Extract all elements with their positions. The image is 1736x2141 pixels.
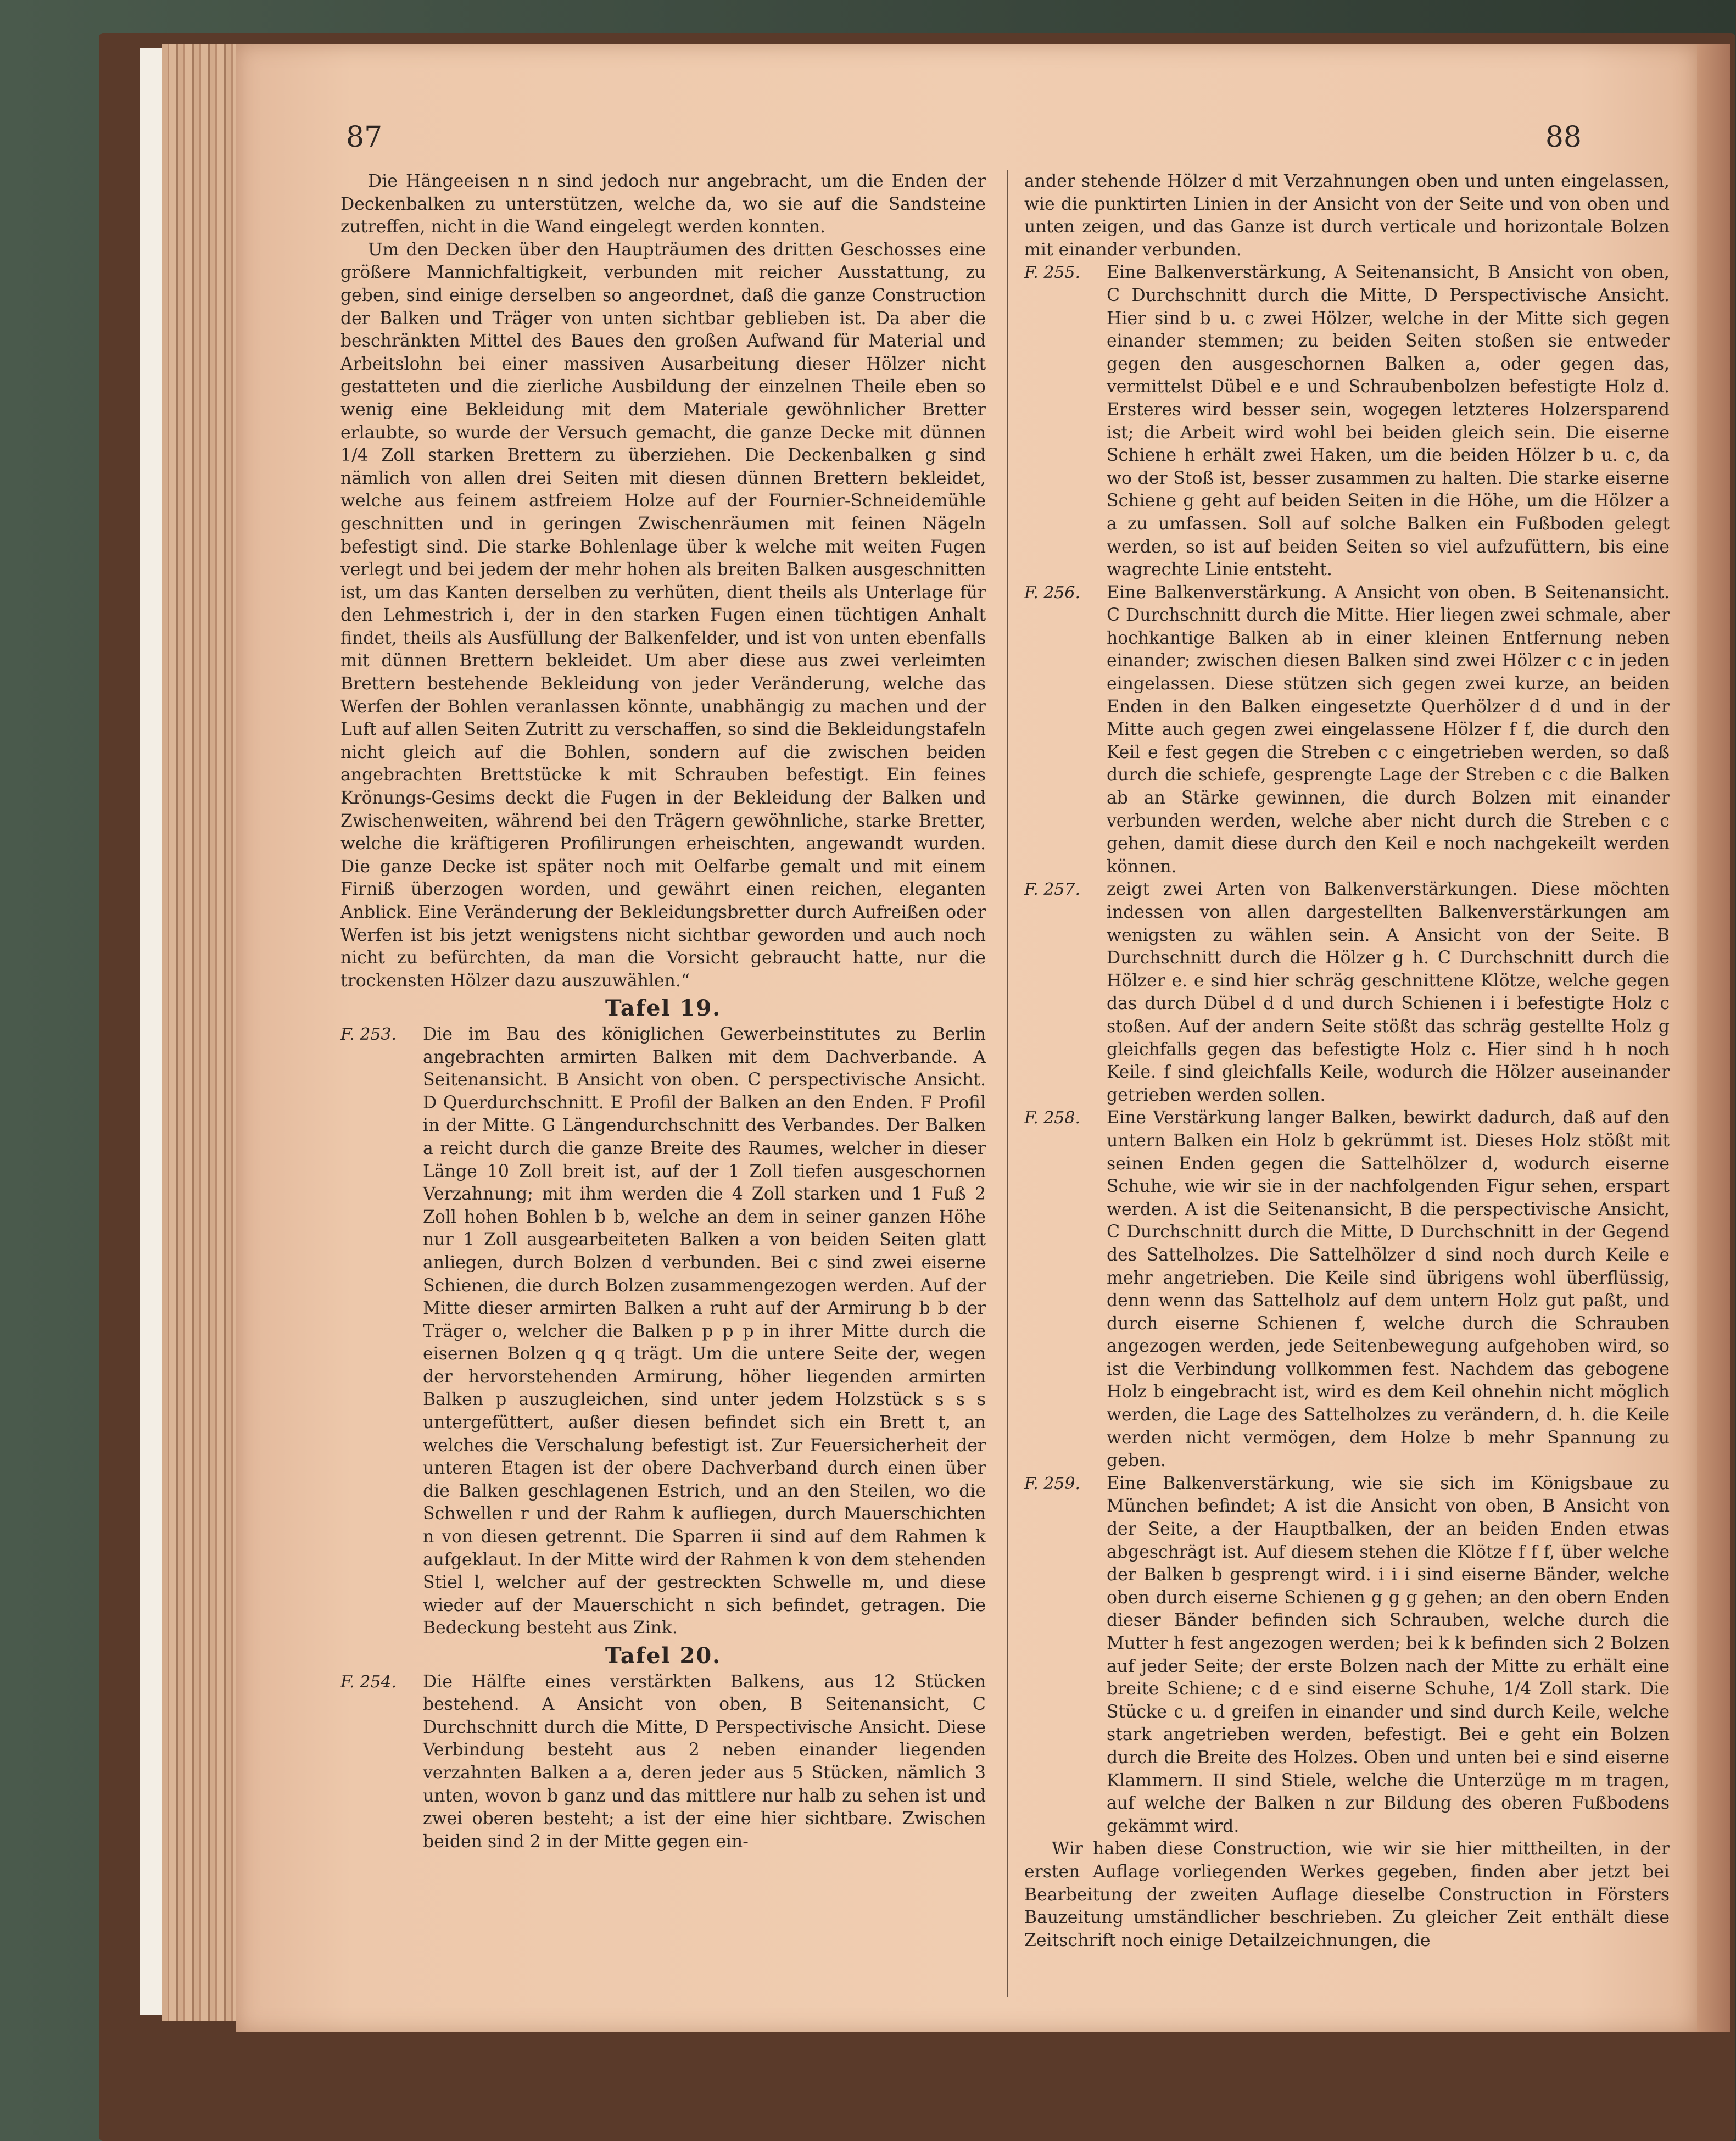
figure-label: F. 257. [1024, 880, 1081, 900]
paragraph: Um den Decken über den Haupträumen des dritten Geschosses eine größere Mannichfaltigkeit, verbunden mit reicher Ausstattung, zu geben, sind einige derselben so angeordnet, daß die ganze Construction der Balken und Träger von unten sichtbar geblieben ist. Da aber die beschränkten Mittel des Baues den großen Aufwand für Material und Arbeitslohn bei einer massiven Ausarbeitung dieser Hölzer nicht gestatteten und die zierliche Ausbildung der einzelnen Theile eben so wenig eine Bekleidung mit dem Materiale gewöhnlicher Bretter erlaubte, so wurde der Versuch gemacht, die ganze Decke mit dünnen 1/4 Zoll starken Brettern zu überziehen. Die Deckenbalken g sind nämlich von allen drei Seiten mit diesen dünnen Brettern bekleidet, welche aus feinem astfreiem Holze auf der Fournier-Schneidemühle geschnitten und in geringen Zwischenräumen mit feinen Nägeln befestigt sind. Die starke Bohlenlage über k welche mit weiten Fugen verlegt und bei jedem der mehr hohen als breiten Balken ausgeschnitten ist, um das Kanten derselben zu verhüten, dient theils als Unterlage für den Lehmestrich i, der in den starken Fugen einen tüchtigen Anhalt findet, theils als Ausfüllung der Balkenfelder, und ist von unten ebenfalls mit dünnen Brettern bekleidet. Um aber diese aus zwei verleimten Brettern bestehende Bekleidung von jeder Veränderung, welche das Werfen der Bohlen veranlassen könnte, unabhängig zu machen und der Luft auf allen Seiten Zutritt zu verschaffen, so sind die Bekleidungstafeln nicht gleich auf die Bohlen, sondern auf die zwischen beiden angebrachten Brettstücke k mit Schrauben befestigt. Ein feines Krönungs-Gesims deckt die Fugen in der Bekleidung der Balken und Zwischenweiten, während bei den Trägern gewöhnliche, starke Bretter, welche die kräftigeren Profilirungen erheischten, angewandt wurden. Die ganze Decke ist später noch mit Oelfarbe gemalt und mit einem Firniß überzogen worden, und gewährt einen reichen, eleganten Anblick. Eine Veränderung der Bekleidungsbretter durch Aufreißen oder Werfen ist bis jetzt wenigstens nicht sichtbar geworden und auch noch nicht zu befürchten, da man die Vorsicht gebraucht hatte, nur die trockensten Hölzer dazu auszuwählen.“ [340, 239, 986, 991]
figure-text: Eine Verstärkung langer Balken, bewirkt dadurch, daß auf den untern Balken ein Holz b gekrümmt ist. Dieses Holz stößt mit seinen Enden gegen die Sattelhölzer d, wodurch eiserne Schuhe, wie wir sie in der nachfolgenden Figur sehen, erspart werden. A ist die Seitenansicht, B die perspectivische Ansicht, C Durchschnitt durch die Mitte, D Durchschnitt in der Gegend des Sattelholzes. Die Sattelhölzer d sind noch durch Keile e mehr angetrieben. Die Keile sind übrigens wohl überflüssig, denn wenn das Sattelholz auf dem untern Holz gut paßt, und durch eiserne Schienen f, welche durch die Schrauben angezogen werden, jede Seitenbewegung aufgehoben wird, so ist die Verbindung vollkommen fest. Nachdem das gebogene Holz b eingebracht ist, wird es dem Keil ohnehin nicht möglich werden, die Lage des Sattelholzes zu verändern, d. h. die Keile werden nicht vermögen, dem Holze b mehr Spannung zu geben. [1107, 1108, 1670, 1471]
figure-entry-256 [1024, 582, 1670, 879]
figure-label: F. 259. [1024, 1474, 1081, 1493]
paragraph: ander stehende Hölzer d mit Verzahnungen oben und unten eingelassen, wie die punktirten Linien in der Ansicht von der Seite und von oben und unten zeigen, und das Ganze ist durch verticale und horizontale Bolzen mit einander verbunden. [1024, 171, 1670, 260]
paragraph: Wir haben diese Construction, wie wir sie hier mittheilten, in der ersten Auflage vorliegenden Werkes gegeben, finden aber jetzt bei Bearbeitung der zweiten Auflage dieselbe Construction in Försters Bauzeitung umständlicher beschrieben. Zu gleicher Zeit enthält diese Zeitschrift noch einige Detailzeichnungen, die [1024, 1839, 1670, 1950]
figure-text: Eine Balkenverstärkung. A Ansicht von oben. B Seitenansicht. C Durchschnitt durch die Mitte. Hier liegen zwei schmale, aber hochkantige Balken ab in einer kleinen Entfernung neben einander; zwischen diesen Balken sind zwei Hölzer c c in jeden eingelassen. Diese stützen sich gegen zwei kurze, an beiden Enden in den Balken eingesetzte Querhölzer d d und in der Mitte auch gegen zwei eingelassene Hölzer f f, die durch den Keil e fest gegen die Streben c c eingetrieben werden, so daß durch die schiefe, gesprengte Lage der Streben c c die Balken ab an Stärke gewinnen, die durch Bolzen mit einander verbunden werden, welche aber nicht durch die Streben c c gehen, damit diese durch den Keil e noch nachgekeilt werden können. [1107, 582, 1670, 877]
figure-text: Eine Balkenverstärkung, A Seitenansicht, B Ansicht von oben, C Durchschnitt durch die Mitte, D Perspectivische Ansicht. Hier sind b u. c zwei Hölzer, welche in der Mitte sich gegen einander stemmen; zu beiden Seiten stoßen sie entweder gegen den ausgeschornen Balken a, oder gegen das, vermittelst Dübel e e und Schraubenbolzen befestigte Holz d. Ersteres wird besser sein, wogegen letzteres Holzersparend ist; die Arbeit wird wohl bei beiden gleich sein. Die eiserne Schiene h erhält zwei Haken, um die beiden Hölzer b u. c, da wo der Stoß ist, besser zusammen zu halten. Die starke eiserne Schiene g geht auf beiden Seiten in die Höhe, um die Hölzer a a zu umfassen. Soll auf solche Balken ein Fußboden gelegt werden, so ist auf beiden Seiten so viel aufzufüttern, bis eine wagrechte Linie entsteht. [1107, 263, 1670, 580]
right-column [1024, 170, 1670, 1952]
book-page [236, 44, 1697, 2032]
page-number-right: 88 [1545, 121, 1582, 154]
figure-entry-254 [340, 1671, 986, 1854]
figure-entry-259 [1024, 1473, 1670, 1838]
figure-entry-253 [340, 1023, 986, 1640]
page-edge-white [140, 48, 162, 2015]
section-heading-tafel-19: Tafel 19. [605, 995, 722, 1022]
figure-text: Die Hälfte eines verstärkten Balkens, aus 12 Stücken bestehend. A Ansicht von oben, B Seitenansicht, C Durchschnitt durch die Mitte, D Perspectivische Ansicht. Diese Verbindung besteht aus 2 neben einander liegenden verzahnten Balken a a, deren jeder aus 5 Stücken, nämlich 3 unten, wovon b ganz und das mittlere nur halb zu sehen ist und zwei oberen besteht; a ist der eine hier sichtbare. Zwischen beiden sind 2 in der Mitte gegen ein- [423, 1671, 986, 1852]
figure-text: Eine Balkenverstärkung, wie sie sich im Königsbaue zu München befindet; A ist die Ansicht von oben, B Ansicht von der Seite, a der Hauptbalken, der an beiden Enden etwas abgeschrägt ist. Auf diesem stehen die Klötze f f f, über welche der Balken b gesprengt wird. i i i sind eiserne Bänder, welche oben durch eiserne Schienen g g g gehen; an den obern Enden dieser Bänder befinden sich Schrauben, welche durch die Mutter h fest angezogen werden; bei k k befinden sich 2 Bolzen auf jeder Seite; der erste Bolzen nach der Mitte zu erhält eine breite Schiene; c d e sind eiserne Schuhe, 1/4 Zoll stark. Die Stücke c u. d greifen in einander und sind durch Keile, welche stark angetrieben werden, befestigt. Bei e geht ein Bolzen durch die Breite des Holzes. Oben und unten bei e sind eiserne Klammern. II sind Stiele, welche die Unterzüge m m tragen, auf welche der Balken n zur Bildung des oberen Fußbodens gekämmt wird. [1107, 1473, 1670, 1836]
figure-entry-258 [1024, 1107, 1670, 1473]
section-heading-tafel-20: Tafel 20. [605, 1643, 722, 1669]
figure-entry-255 [1024, 261, 1670, 581]
page-right-edge [1697, 44, 1730, 2032]
column-divider [1007, 170, 1008, 1997]
figure-text: Die im Bau des königlichen Gewerbeinstitutes zu Berlin angebrachten armirten Balken mit dem Dachverbande. A Seitenansicht. B Ansicht von oben. C perspectivische Ansicht. D Querdurchschnitt. E Profil der Balken an den Enden. F Profil in der Mitte. G Längendurchschnitt des Verbandes. Der Balken a reicht durch die ganze Breite des Raumes, welcher in dieser Länge 10 Zoll breit ist, auf der 1 Zoll tiefen ausgeschornen Verzahnung; mit ihm werden die 4 Zoll starken und 1 Fuß 2 Zoll hohen Bohlen b b, welche an dem in seiner ganzen Höhe nur 1 Zoll ausgearbeiteten Balken a von beiden Seiten glatt anliegen, durch Bolzen d verbunden. Bei c sind zwei eiserne Schienen, die durch Bolzen zusammengezogen werden. Auf der Mitte dieser armirten Balken a ruht auf der Armirung b b der Träger o, welcher die Balken p p p in ihrer Mitte durch die eisernen Bolzen q q q trägt. Um die untere Seite der, wegen der hervorstehenden Armirung, höher liegenden armirten Balken p auszugleichen, sind unter jedem Holzstück s s s untergefüttert, außer diesen befindet sich ein Brett t, an welches die Verschalung befestigt ist. Zur Feuersicherheit der unteren Etagen ist der obere Dachverband durch einen über die Balken geschlagenen Estrich, und an den Steilen, wo die Schwellen r und der Rahm k aufliegen, durch Mauerschichten n von diesen getrennt. Die Sparren ii sind auf dem Rahmen k aufgeklaut. In der Mitte wird der Rahmen k von dem stehenden Stiel l, welcher auf der gestreckten Schwelle m, und diese wieder auf der Mauerschicht n sich befindet, getragen. Die Bedeckung besteht aus Zink. [423, 1024, 986, 1638]
figure-label: F. 256. [1024, 583, 1081, 603]
figure-text: zeigt zwei Arten von Balkenverstärkungen. Diese möchten indessen von allen dargestellten Balkenverstärkungen am wenigsten zu wählen sein. A Ansicht von der Seite. B Durchschnitt durch die Hölzer g h. C Durchschnitt durch die Hölzer e. e sind hier schräg geschnittene Klötze, welche gegen das durch Dübel d d und durch Schienen i i befestigte Holz c stoßen. Auf der andern Seite stößt das schräg gestellte Holz g gleichfalls gegen das befestigte Holz c. Hier sind h h noch Keile. f sind gleichfalls Keile, wodurch die Hölzer auseinander getrieben werden sollen. [1107, 879, 1670, 1105]
figure-label: F. 253. [340, 1024, 397, 1044]
figure-entry-257 [1024, 878, 1670, 1107]
page-number-left: 87 [346, 121, 383, 154]
figure-label: F. 254. [340, 1672, 397, 1692]
paragraph: Die Hängeeisen n n sind jedoch nur angebracht, um die Enden der Deckenbalken zu unterstützen, welche da, wo sie auf die Sandsteine zutreffen, nicht in die Wand eingelegt werden konnten. [340, 171, 986, 237]
page-edge-stack [162, 44, 244, 2021]
left-column [340, 170, 986, 1853]
figure-label: F. 258. [1024, 1108, 1081, 1128]
figure-label: F. 255. [1024, 263, 1081, 283]
